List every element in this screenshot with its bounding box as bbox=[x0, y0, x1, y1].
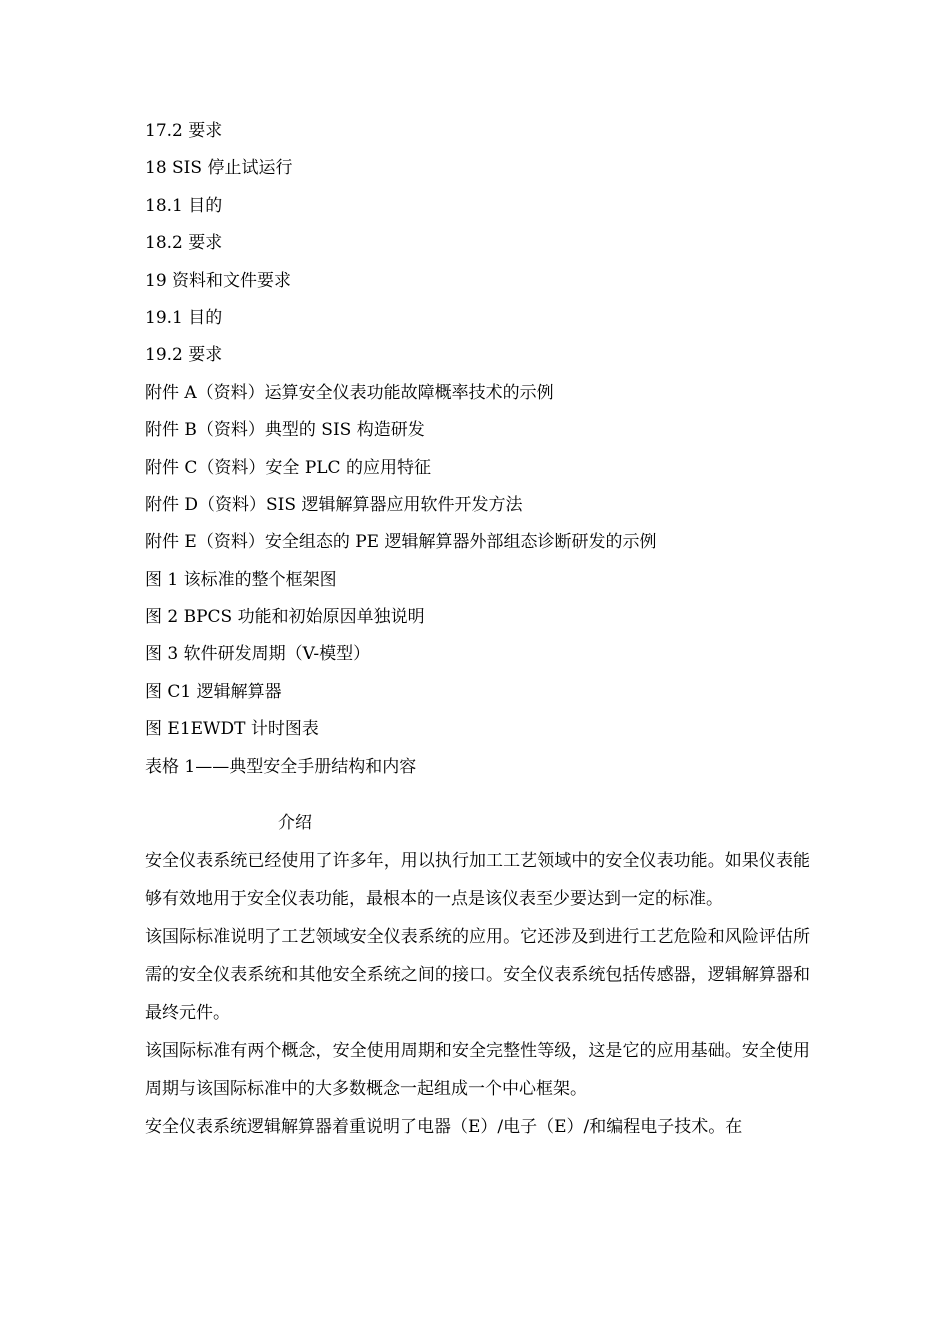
intro-section bbox=[145, 805, 810, 1146]
toc-item: 18.1 目的 bbox=[145, 195, 223, 216]
toc-item: 图 C1 逻辑解算器 bbox=[145, 681, 282, 702]
toc-item: 附件 E（资料）安全组态的 PE 逻辑解算器外部组态诊断研发的示例 bbox=[145, 532, 657, 553]
paragraph: 安全仪表系统逻辑解算器着重说明了电器（E）/电子（E）/和编程电子技术。在 bbox=[145, 1117, 743, 1138]
toc-item: 图 2 BPCS 功能和初始原因单独说明 bbox=[145, 607, 425, 628]
paragraph: 该国际标准有两个概念，安全使用周期和安全完整性等级，这是它的应用基础。安全使用周期与该国际标准中的大多数概念一起组成一个中心框架。 bbox=[145, 1041, 810, 1100]
section-title: 介绍 bbox=[278, 813, 312, 834]
toc-item: 18 SIS 停止试运行 bbox=[145, 158, 293, 179]
toc-item: 图 E1EWDT 计时图表 bbox=[145, 719, 319, 740]
toc-item: 图 1 该标准的整个框架图 bbox=[145, 569, 337, 590]
paragraph: 该国际标准说明了工艺领域安全仪表系统的应用。它还涉及到进行工艺危险和风险评估所需的安全仪表系统和其他安全系统之间的接口。安全仪表系统包括传感器，逻辑解算器和最终元件。 bbox=[145, 927, 810, 1024]
toc-item: 附件 C（资料）安全 PLC 的应用特征 bbox=[145, 457, 431, 478]
toc-item: 附件 D（资料）SIS 逻辑解算器应用软件开发方法 bbox=[145, 494, 523, 515]
document-page bbox=[145, 113, 810, 1146]
toc-item: 19 资料和文件要求 bbox=[145, 270, 292, 291]
toc-item: 附件 A（资料）运算安全仪表功能故障概率技术的示例 bbox=[145, 382, 554, 403]
toc-item: 图 3 软件研发周期（V-模型） bbox=[145, 644, 371, 665]
table-of-contents bbox=[145, 113, 810, 786]
toc-item: 表格 1——典型安全手册结构和内容 bbox=[145, 756, 417, 777]
paragraph: 安全仪表系统已经使用了许多年，用以执行加工工艺领域中的安全仪表功能。如果仪表能够有效地用于安全仪表功能，最根本的一点是该仪表至少要达到一定的标准。 bbox=[145, 851, 810, 910]
toc-item: 附件 B（资料）典型的 SIS 构造研发 bbox=[145, 420, 425, 441]
toc-item: 18.2 要求 bbox=[145, 233, 223, 254]
toc-item: 17.2 要求 bbox=[145, 121, 223, 141]
toc-item: 19.1 目的 bbox=[145, 307, 223, 328]
toc-item: 19.2 要求 bbox=[145, 345, 223, 366]
